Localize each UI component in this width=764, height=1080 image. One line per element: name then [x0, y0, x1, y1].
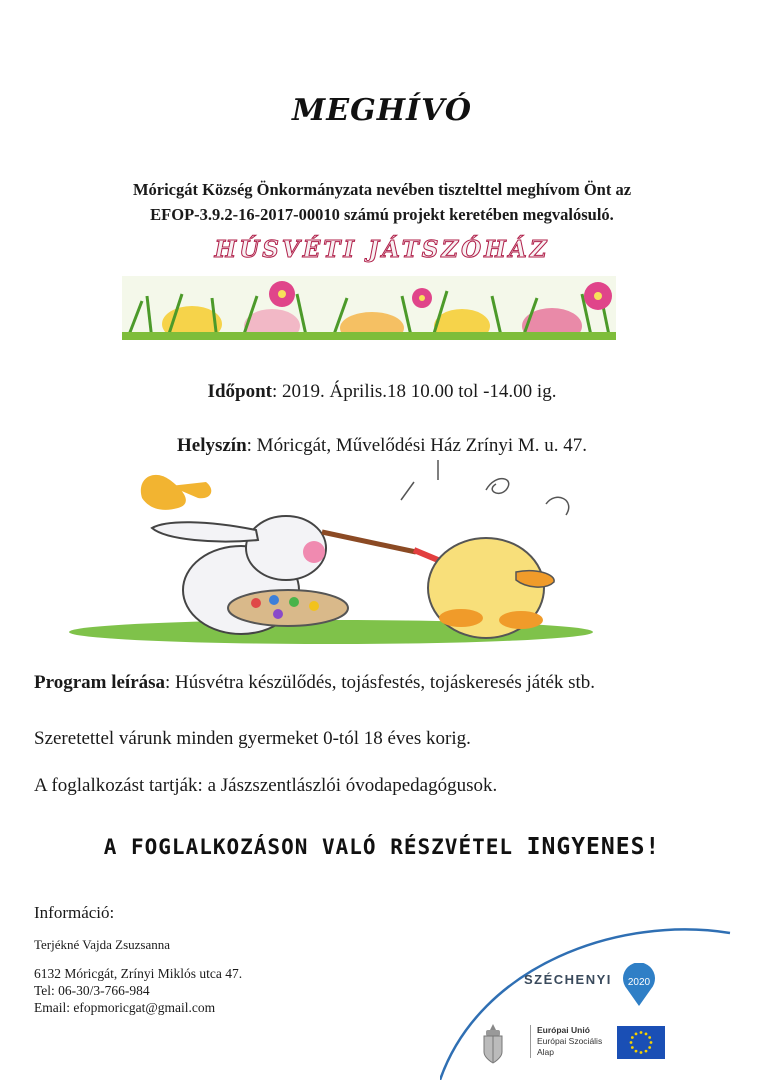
eu-star	[635, 1032, 638, 1035]
szechenyi-year: 2020	[627, 977, 651, 988]
hungarian-crest-icon	[480, 1022, 506, 1064]
eu-fund-text	[530, 1025, 602, 1058]
free-participation-text	[0, 834, 764, 860]
contact-email: Email: efopmoricgat@gmail.com	[34, 1000, 216, 1015]
eu-star	[630, 1041, 633, 1044]
intro-line-2: EFOP-3.9.2-16-2017-00010 számú projekt keretében megvalósuló.	[150, 205, 614, 224]
eu-star	[640, 1031, 643, 1034]
eu-line-3: Alap	[537, 1047, 555, 1057]
welcome-text: Szeretettel várunk minden gyermeket 0-tól 18 éves korig.	[34, 728, 471, 749]
eu-star	[645, 1050, 648, 1053]
teachers-text: A foglalkozást tartják: a Jászszentlászlói óvodapedagógusok.	[34, 775, 498, 796]
eu-line-1: Európai Unió	[537, 1025, 590, 1035]
eu-star	[648, 1046, 651, 1049]
program-label: Program leírása	[34, 672, 166, 693]
eu-flag-icon	[617, 1026, 665, 1059]
program-value: : Húsvétra készülődés, tojásfestés, tojáskeresés játék stb.	[165, 672, 596, 693]
time-value: : 2019. Április.18 10.00 tol -14.00 ig.	[271, 381, 557, 402]
eu-star	[635, 1050, 638, 1053]
program-description	[34, 670, 730, 695]
bunny-chick-illustration	[66, 460, 596, 660]
eu-star	[645, 1032, 648, 1035]
contact-name: Terjékné Vajda Zsuzsanna	[34, 937, 171, 952]
eu-star	[640, 1051, 643, 1054]
event-time	[0, 381, 764, 403]
place-label: Helyszín	[176, 435, 247, 456]
eu-star	[631, 1036, 634, 1039]
event-name: HÚSVÉTI JÁTSZÓHÁZ	[214, 236, 550, 263]
contact-address: 6132 Móricgát, Zrínyi Miklós utca 47.	[34, 966, 243, 981]
intro-line-1: Móricgát Község Önkormányzata nevében tisztelttel meghívom Önt az	[132, 180, 632, 199]
szechenyi-logo-text: SZÉCHENYI	[524, 972, 612, 987]
contact-phone: Tel: 06-30/3-766-984	[34, 983, 150, 998]
eu-star	[648, 1036, 651, 1039]
flower-banner-image	[122, 276, 616, 340]
intro-text	[40, 177, 724, 227]
event-place	[0, 435, 764, 457]
info-heading: Információ:	[34, 903, 115, 922]
time-label: Időpont	[207, 381, 272, 402]
contact-details	[34, 965, 242, 1016]
free-emphasis: INGYENES!	[526, 834, 661, 860]
eu-line-2: Európai Szociális	[537, 1036, 603, 1046]
eu-star	[631, 1046, 634, 1049]
page-title: MEGHÍVÓ	[292, 93, 472, 128]
eu-star	[650, 1041, 653, 1044]
place-value: : Móricgát, Művelődési Ház Zrínyi M. u. 47.	[246, 435, 588, 456]
free-text: A FOGLALKOZÁSON VALÓ RÉSZVÉTEL	[103, 835, 527, 859]
szechenyi-2020-pin-icon	[621, 963, 657, 1007]
